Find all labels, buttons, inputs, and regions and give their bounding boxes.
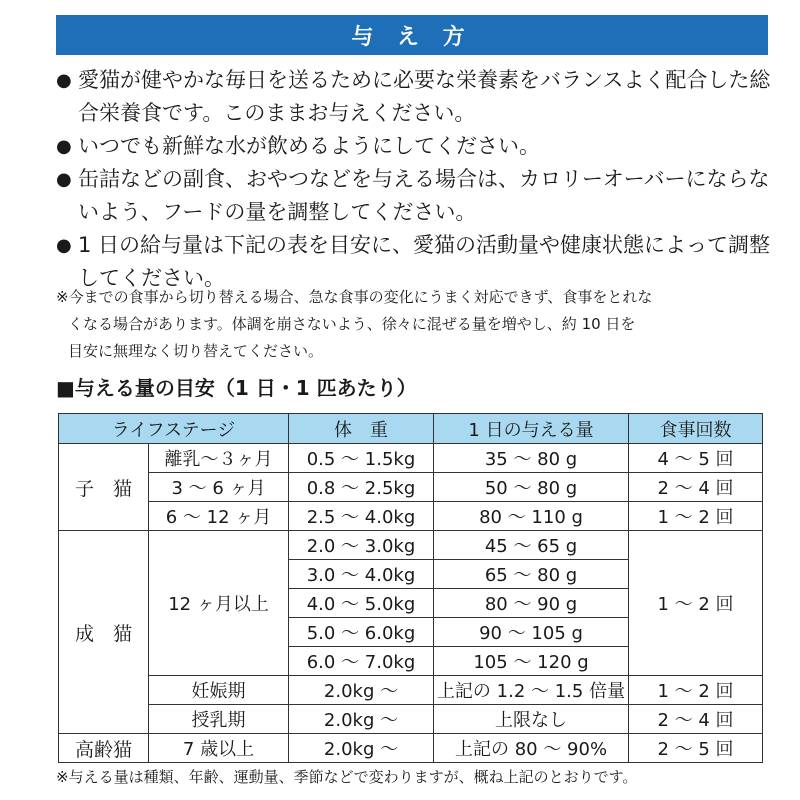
note-text: いつでも新鮮な水が飲めるようにしてください。 [78, 134, 540, 158]
stage-adult: 成 猫 [59, 531, 149, 734]
amount-cell: 65 ～ 80 g [434, 560, 629, 589]
times-cell: 2 ～ 4 回 [629, 705, 763, 734]
age-cell: 3 ～ 6 ヶ月 [149, 473, 289, 502]
note-text: 1 日の給与量は下記の表を目安に、愛猫の活動量や健康状態によって調整してください。 [78, 233, 771, 290]
bullet-icon: ● [56, 169, 72, 190]
amount-cell: 80 ～ 110 g [434, 502, 629, 531]
age-cell: 6 ～ 12 ヶ月 [149, 502, 289, 531]
table-row [59, 473, 763, 502]
weight-cell: 0.5 ～ 1.5kg [289, 444, 434, 473]
amount-cell: 105 ～ 120 g [434, 647, 629, 676]
amount-cell: 上記の 1.2 ～ 1.5 倍量 [434, 676, 629, 705]
stage-senior: 高齢猫 [59, 734, 149, 763]
bullet-icon: ● [56, 136, 72, 157]
table-row [59, 444, 763, 473]
switching-note-line: くなる場合があります。体調を崩さないよう、徐々に混ぜる量を増やし、約 10 日を [68, 315, 636, 333]
bullet-icon: ● [56, 70, 72, 91]
table-header-row [59, 414, 763, 444]
times-cell: 1 ～ 2 回 [629, 502, 763, 531]
table-row [59, 531, 763, 560]
footnote: ※与える量は種類、年齢、運動量、季節などで変わりますが、概ね上記のとおりです。 [56, 768, 638, 786]
age-cell: 12 ヶ月以上 [149, 531, 289, 676]
times-cell: 2 ～ 5 回 [629, 734, 763, 763]
weight-cell: 2.0 ～ 3.0kg [289, 531, 434, 560]
switching-note-line: 目安に無理なく切り替えてください。 [68, 342, 324, 360]
amount-cell: 80 ～ 90 g [434, 589, 629, 618]
bullet-icon: ● [56, 235, 72, 256]
age-cell: 妊娠期 [149, 676, 289, 705]
table-row [59, 676, 763, 705]
header-life-stage: ライフステージ [59, 414, 289, 444]
amount-cell: 上記の 80 ～ 90% [434, 734, 629, 763]
header-bar [56, 15, 768, 55]
times-cell: 1 ～ 2 回 [629, 531, 763, 676]
switching-note-line: ※今までの食事から切り替える場合、急な食事の変化にうまく対応できず、食事をとれな [56, 288, 653, 306]
times-cell: 1 ～ 2 回 [629, 676, 763, 705]
table-row [59, 502, 763, 531]
weight-cell: 2.5 ～ 4.0kg [289, 502, 434, 531]
age-cell: 7 歳以上 [149, 734, 289, 763]
table-row [59, 705, 763, 734]
weight-cell: 5.0 ～ 6.0kg [289, 618, 434, 647]
age-cell: 離乳～３ヶ月 [149, 444, 289, 473]
amount-cell: 35 ～ 80 g [434, 444, 629, 473]
amount-cell: 上限なし [434, 705, 629, 734]
switching-note [56, 284, 776, 365]
weight-cell: 2.0kg ～ [289, 676, 434, 705]
weight-cell: 3.0 ～ 4.0kg [289, 560, 434, 589]
notes-list [56, 64, 776, 295]
note-text: 愛猫が健やかな毎日を送るために必要な栄養素をバランスよく配合した総合栄養食です。このままお与えください。 [78, 68, 771, 125]
note-item [56, 130, 776, 163]
stage-kitten: 子 猫 [59, 444, 149, 531]
weight-cell: 0.8 ～ 2.5kg [289, 473, 434, 502]
header-times: 食事回数 [629, 414, 763, 444]
weight-cell: 2.0kg ～ [289, 705, 434, 734]
age-cell: 授乳期 [149, 705, 289, 734]
times-cell: 2 ～ 4 回 [629, 473, 763, 502]
times-cell: 4 ～ 5 回 [629, 444, 763, 473]
note-text: 缶詰などの副食、おやつなどを与える場合は、カロリーオーバーにならないよう、フードの量を調整してください。 [78, 167, 770, 224]
section-title: ■与える量の目安（1 日・1 匹あたり） [56, 376, 417, 400]
table-row [59, 734, 763, 763]
amount-cell: 45 ～ 65 g [434, 531, 629, 560]
page-title: 与 え 方 [351, 24, 473, 50]
note-item [56, 163, 776, 229]
amount-cell: 50 ～ 80 g [434, 473, 629, 502]
weight-cell: 6.0 ～ 7.0kg [289, 647, 434, 676]
amount-cell: 90 ～ 105 g [434, 618, 629, 647]
feeding-table [58, 413, 763, 763]
header-weight: 体 重 [289, 414, 434, 444]
header-amount: 1 日の与える量 [434, 414, 629, 444]
weight-cell: 2.0kg ～ [289, 734, 434, 763]
weight-cell: 4.0 ～ 5.0kg [289, 589, 434, 618]
note-item [56, 64, 776, 130]
